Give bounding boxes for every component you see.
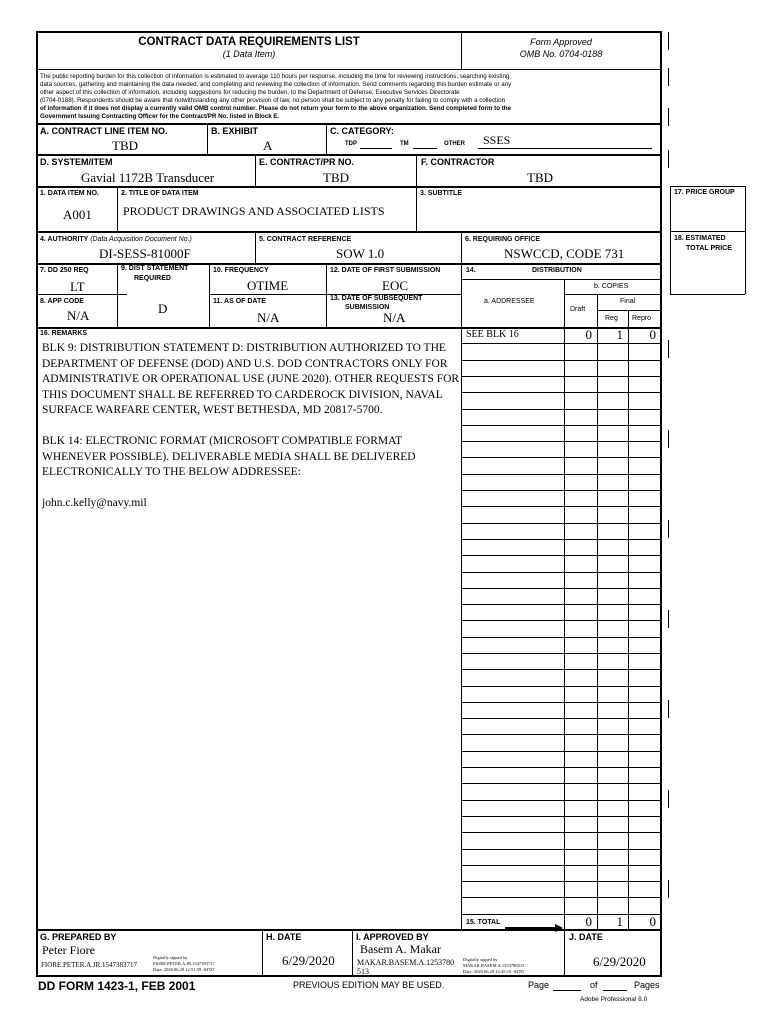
authority-label-note: (Data Acquisition Document No.) [90, 236, 192, 243]
distribution-row-line [461, 409, 661, 410]
frequency-label: 10. FREQUENCY [213, 267, 269, 274]
distribution-row-line [461, 767, 661, 768]
distribution-row-line [461, 653, 661, 654]
burden-line: of information if it does not display a currently valid OMB control number. Please do not return your form to the above organization. Send completed form to the [40, 105, 511, 112]
system-item-label: D. SYSTEM/ITEM [40, 157, 113, 167]
prepared-by-signature[interactable]: FIORE.PETER.A.JR.1547383717 [41, 961, 138, 969]
approved-by-name[interactable]: Basem A. Makar [360, 942, 441, 956]
app-code-value[interactable]: N/A [67, 308, 90, 323]
distribution-row-line [461, 702, 661, 703]
distribution-row-line [461, 881, 661, 882]
dist-statement-label: 9. DIST STATEMENT [121, 265, 189, 272]
addressee-value[interactable]: SEE BLK 16 [466, 329, 519, 340]
distribution-row-line [461, 783, 661, 784]
exhibit-label: B. EXHIBIT [211, 126, 259, 136]
burden-line: The public reporting burden for this collection of information is estimated to average 110 hours per response, including the time for reviewing instructions, searching existing [40, 73, 510, 80]
remark-line [42, 419, 460, 435]
distribution-row-line [461, 734, 661, 735]
category-tm: TM [400, 141, 409, 147]
omb-number: OMB No. 0704-0188 [519, 49, 603, 59]
reg-label: Reg [605, 315, 618, 322]
category-other: OTHER [444, 141, 465, 147]
prepared-by-digital-1: Digitally signed by [153, 955, 188, 960]
form-number: DD FORM 1423-1, FEB 2001 [38, 979, 196, 993]
requiring-office-label: 6. REQUIRING OFFICE [465, 236, 541, 243]
requiring-office-value[interactable]: NSWCCD, CODE 731 [504, 246, 625, 261]
of-label: of [590, 980, 598, 990]
estimated-total-price-label: 18. ESTIMATED [674, 235, 726, 242]
burden-line: Government Issuing Contracting Officer for the Contract/PR No. listed in Block E. [40, 113, 280, 120]
draft-copies-value[interactable]: 0 [585, 327, 592, 342]
as-of-date-label: 11. AS OF DATE [213, 298, 266, 305]
dd250-value[interactable]: LT [70, 279, 85, 294]
remarks-label: 16. REMARKS [40, 330, 88, 337]
distribution-row-line [461, 425, 661, 426]
total-arrow-icon [505, 919, 563, 937]
form-header [36, 36, 462, 59]
distribution-row-line [461, 637, 661, 638]
distribution-row-line [461, 849, 661, 850]
distribution-row-line [461, 865, 661, 866]
distribution-row-line [461, 832, 661, 833]
contract-reference-label: 5. CONTRACT REFERENCE [259, 236, 352, 243]
addressee-label: a. ADDRESSEE [484, 298, 535, 305]
approved-by-signature-1[interactable]: MAKAR.BASEM.A.1253780 [357, 958, 455, 967]
distribution-row-line [461, 751, 661, 752]
distribution-row-line [461, 800, 661, 801]
burden-line: other aspect of this collection of information, including suggestions for reducing the burden, to the Department of Defense, Executive Services Directorate [40, 89, 460, 96]
remark-line [42, 481, 460, 497]
remark-line: SURFACE WARFARE CENTER, WEST BETHESDA, MD 20817-5700. [42, 404, 383, 416]
distribution-row-line [461, 897, 661, 898]
contract-line-item-value[interactable]: TBD [112, 138, 138, 153]
distribution-row-line [461, 490, 661, 491]
dist-statement-label-2: REQUIRED [134, 275, 171, 282]
prepared-by-label: G. PREPARED BY [40, 932, 117, 942]
data-item-no-value[interactable]: A001 [63, 207, 92, 222]
authority-label-text: 4. AUTHORITY [40, 236, 89, 243]
remark-line: BLK 14: ELECTRONIC FORMAT (MICROSOFT COMPATIBLE FORMAT [42, 435, 403, 447]
distribution-row-line [461, 686, 661, 687]
distribution-row-line [461, 474, 661, 475]
burden-statement [40, 73, 658, 121]
estimated-total-price-label-2: TOTAL PRICE [686, 245, 732, 252]
prepared-by-digital-2: FIORE.PETER.A.JR.1547383717 [153, 961, 215, 966]
distribution-row-line [461, 343, 661, 344]
distribution-label: DISTRIBUTION [532, 267, 582, 274]
distribution-row-line [461, 441, 661, 442]
j-date-value[interactable]: 6/29/2020 [593, 954, 646, 969]
subsequent-submission-label: 13. DATE OF SUBSEQUENT [330, 295, 423, 302]
distribution-row-line [461, 360, 661, 361]
price-group-label: 17. PRICE GROUP [674, 189, 735, 196]
subsequent-submission-label-2: SUBMISSION [345, 304, 390, 311]
first-submission-label: 12. DATE OF FIRST SUBMISSION [330, 267, 441, 274]
approved-by-digital-3: Date: 2020.06.29 12:45:10 -04'00' [463, 969, 525, 974]
final-label: Final [620, 298, 636, 305]
distribution-row-line [461, 816, 661, 817]
reg-copies-value[interactable]: 1 [616, 327, 623, 342]
total-draft-value: 0 [585, 914, 592, 929]
omb-block [462, 37, 660, 59]
category-label: C. CATEGORY: [330, 126, 394, 136]
first-submission-value[interactable]: EOC [382, 278, 408, 293]
distribution-number-label: 14. [466, 267, 476, 274]
remark-line: ADMINISTRATIVE OR OPERATIONAL USE (JUNE 2020). OTHER REQUESTS FOR [42, 373, 460, 385]
draft-label: Draft [570, 306, 586, 313]
prepared-by-name[interactable]: Peter Fiore [42, 943, 95, 957]
total-reg-value: 1 [616, 914, 623, 929]
authority-label [40, 236, 192, 243]
remark-line: DEPARTMENT OF DEFENSE (DOD) AND U.S. DOD CONTRACTORS ONLY FOR [42, 357, 448, 370]
contract-reference-value[interactable]: SOW 1.0 [336, 246, 385, 261]
contract-pr-value[interactable]: TBD [323, 170, 349, 185]
form-approved: Form Approved [530, 37, 592, 47]
distribution-row-line [461, 588, 661, 589]
repro-label: Repro [632, 315, 652, 322]
pages-label: Pages [634, 980, 660, 990]
exhibit-value[interactable]: A [263, 138, 273, 153]
distribution-row-line [461, 506, 661, 507]
distribution-row-line [461, 572, 661, 573]
repro-copies-value[interactable]: 0 [649, 327, 656, 342]
remark-line: ELECTRONICALLY TO THE BELOW ADDRESSEE: [42, 466, 301, 478]
frequency-value[interactable]: OTIME [247, 278, 289, 293]
remark-line: THIS DOCUMENT SHALL BE REFERRED TO CARDEROCK DIVISION, NAVAL [42, 388, 443, 401]
app-code-label: 8. APP CODE [40, 298, 84, 305]
remarks-text[interactable] [42, 341, 460, 512]
distribution-row-line [461, 604, 661, 605]
contractor-label: F. CONTRACTOR [421, 157, 495, 167]
system-item-value[interactable]: Gavial 1172B Transducer [81, 170, 215, 185]
category-value[interactable]: SSES [483, 133, 511, 147]
distribution-row-line [461, 718, 661, 719]
distribution-row-line [461, 523, 661, 524]
authority-value[interactable]: DI-SESS-81000F [99, 246, 191, 261]
distribution-row-line [461, 376, 661, 377]
distribution-row-line [461, 392, 661, 393]
burden-line: (0704-0188). Respondents should be aware that notwithstanding any other provision of law, no person shall be subject to any penalty for failing to comply with a collection [40, 97, 506, 104]
prepared-by-digital-3: Date: 2020.06.29 12:51:59 -04'00' [153, 967, 215, 972]
burden-line: data sources, gathering and maintaining the data needed, and completing and reviewing the collection of information. Send comments regarding this burden estimate or any [40, 81, 512, 88]
remark-line: WHENEVER POSSIBLE). DELIVERABLE MEDIA SHALL BE DELIVERED [42, 450, 416, 463]
data-item-no-label: 1. DATA ITEM NO. [40, 190, 99, 197]
page-label: Page [528, 980, 550, 990]
total-repro-value: 0 [649, 914, 656, 929]
approved-by-digital-1: Digitally signed by [463, 957, 498, 962]
approved-by-digital-2: MAKAR.BASEM.A.1253780513 [463, 963, 525, 968]
form-subtitle: (1 Data Item) [222, 49, 276, 59]
copies-label: b. COPIES [594, 283, 629, 290]
category-tdp: TDP [345, 141, 357, 147]
total-label: 15. TOTAL [466, 919, 501, 926]
software-note: Adobe Professional 8.0 [580, 996, 648, 1003]
approved-by-signature-2[interactable]: 513 [357, 967, 369, 976]
as-of-date-value[interactable]: N/A [257, 310, 280, 325]
title-of-data-item-label: 2. TITLE OF DATA ITEM [121, 190, 199, 197]
remark-line: BLK 9: DISTRIBUTION STATEMENT D: DISTRIBUTION AUTHORIZED TO THE [42, 342, 446, 354]
title-of-data-item-value[interactable]: PRODUCT DRAWINGS AND ASSOCIATED LISTS [123, 204, 385, 218]
distribution-row-line [461, 555, 661, 556]
approved-by-label: I. APPROVED BY [356, 932, 429, 942]
distribution-row-line [461, 620, 661, 621]
distribution-row-line [461, 457, 661, 458]
contract-pr-label: E. CONTRACT/PR NO. [259, 157, 355, 167]
h-date-label: H. DATE [266, 932, 302, 942]
remark-line: john.c.kelly@navy.mil [42, 497, 147, 509]
distribution-row-line [461, 669, 661, 670]
form-title: CONTRACT DATA REQUIREMENTS LIST [138, 36, 360, 48]
subtitle-label: 3. SUBTITLE [420, 190, 463, 197]
contractor-value[interactable]: TBD [527, 170, 553, 185]
distribution-row-line [461, 539, 661, 540]
dist-statement-value[interactable]: D [158, 301, 168, 316]
contract-line-item-label: A. CONTRACT LINE ITEM NO. [40, 126, 168, 136]
subsequent-submission-value[interactable]: N/A [383, 310, 406, 325]
j-date-label: J. DATE [569, 932, 603, 942]
h-date-value[interactable]: 6/29/2020 [282, 953, 335, 968]
dd250-label: 7. DD 250 REQ [40, 267, 89, 274]
previous-edition-note: PREVIOUS EDITION MAY BE USED. [293, 980, 445, 990]
